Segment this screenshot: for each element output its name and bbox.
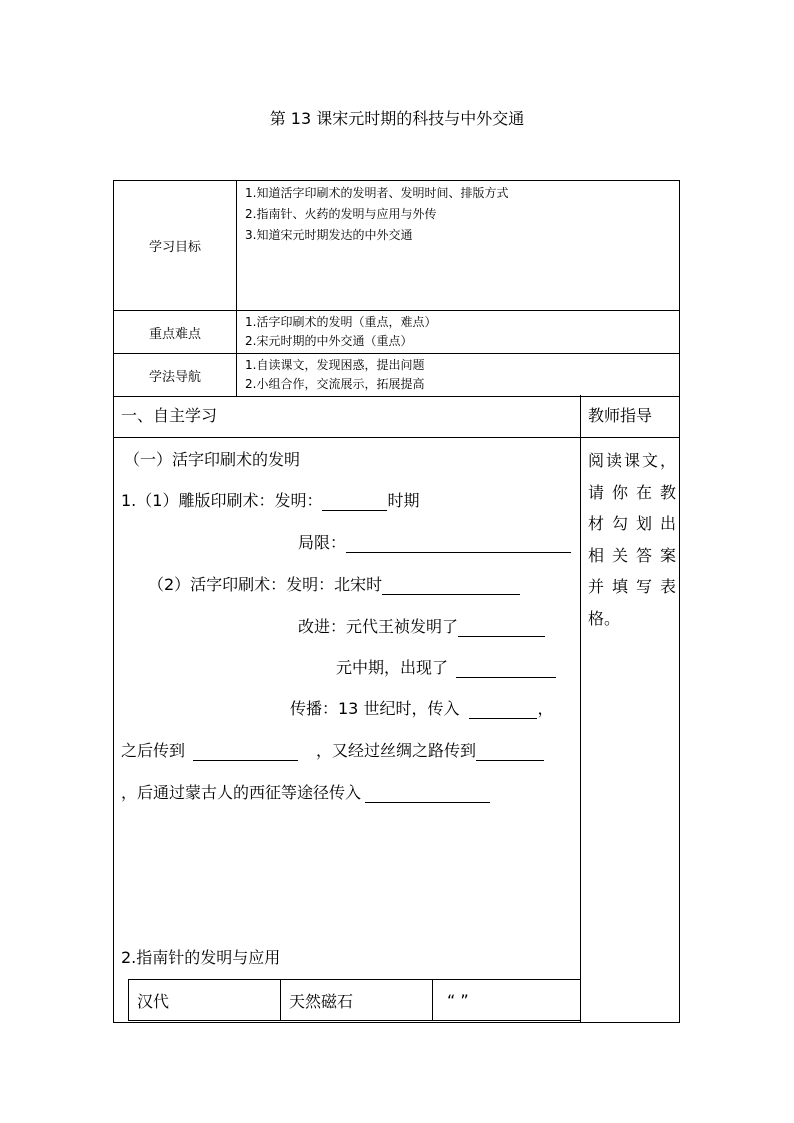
question-text: 元中期，出现了 [336,658,449,677]
guide-line: 并填写表 [588,577,676,596]
guide-line: 相关答案 [588,545,676,565]
guide-line: 请你在教 [588,482,676,502]
question-line [290,699,553,719]
key-content [237,311,680,354]
method-item: 1.自读课文，发现困惑，提出问题 [245,358,425,372]
answer-blank[interactable] [193,744,298,761]
key-label: 重点难点 [114,311,237,354]
table-cell[interactable]: “ ” [433,980,581,1021]
question-text: （2）活字印刷术：发明：北宋时 [148,575,383,594]
guide-line: 材勾划出 [588,514,676,533]
table-row [129,980,581,1021]
question-text: ，后通过蒙古人的西征等途径传入 [121,783,362,802]
answer-blank[interactable] [346,536,571,553]
answer-blank[interactable] [382,578,520,595]
answer-blank[interactable] [476,744,544,761]
question-line [121,491,419,511]
question-line [148,575,520,595]
key-item: 1.活字印刷术的发明（重点，难点） [245,315,437,329]
question-line [121,741,544,761]
guide-line: 格。 [588,608,621,628]
question-line [121,783,490,803]
teacher-title: 教师指导 [588,406,653,425]
compass-table [128,979,581,1021]
question-text: 之后传到 [121,741,186,760]
goal-content [237,181,680,311]
table-cell: 天然磁石 [281,980,433,1021]
question-text: 传播：13 世纪时，传入 [290,699,460,718]
subsection-title: （一）活字印刷术的发明 [124,450,301,469]
study-section [113,395,680,1023]
answer-blank[interactable] [365,786,490,803]
key-item: 2.宋元时期的中外交通（重点） [245,334,413,348]
question-text: 局限： [298,533,347,552]
answer-blank[interactable] [469,702,537,719]
goal-item: 3.知道宋元时期发达的中外交通 [245,228,413,242]
page-title: 第 13 课宋元时期的科技与中外交通 [269,109,525,128]
question-line [298,617,545,637]
goal-label: 学习目标 [114,181,237,311]
question-line [336,658,556,678]
header-divider [114,437,679,438]
table-cell: 汉代 [129,980,281,1021]
question-text: 1.（1）雕版印刷术：发明： [121,491,323,510]
answer-blank[interactable] [322,494,387,511]
answer-blank[interactable] [458,620,545,637]
method-label: 学法导航 [114,354,237,397]
question-text: 改进：元代王祯发明了 [298,617,459,636]
goal-item: 1.知道活字印刷术的发明者、发明时间、排版方式 [245,186,509,200]
question-text: ，又经过丝绸之路传到 [316,741,477,760]
section-title: 一、自主学习 [121,406,218,425]
column-divider [580,395,581,1022]
subsection-title: 2.指南针的发明与应用 [121,948,281,967]
question-text: ， [537,699,554,718]
goal-item: 2.指南针、火药的发明与应用与外传 [245,207,437,221]
question-line [298,533,571,553]
answer-blank[interactable] [456,661,556,678]
info-table [113,180,680,397]
teacher-guide [588,445,676,634]
guide-line: 阅读课文， [588,451,676,470]
question-text: 时期 [387,491,420,510]
method-content [237,354,680,397]
method-item: 2.小组合作，交流展示，拓展提高 [245,377,425,391]
